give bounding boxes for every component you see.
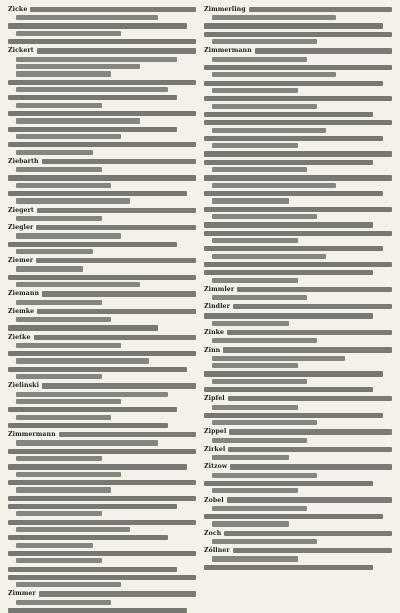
directory-entry [8,382,196,404]
directory-entry [8,80,196,93]
entry-text-line [204,160,373,165]
directory-entry [204,347,392,369]
entry-first-line [204,547,392,554]
directory-entry [204,222,392,227]
entry-text-line [16,118,140,123]
directory-entry [8,407,196,420]
directory-entry [8,367,196,380]
entry-text-line [8,520,196,525]
entry-text-line [8,464,187,469]
entry-text-line [16,134,121,139]
entry-text-line [16,456,102,461]
entry-text-line [212,488,298,493]
entry-text-line [230,464,392,469]
entry-surname: Zöllner [204,547,230,555]
entry-text-line [16,399,121,404]
entry-text-line [8,496,196,501]
entry-text-line [212,455,289,460]
entry-text-line [204,120,392,125]
entry-text-line [212,238,298,243]
entry-text-line [36,258,196,263]
entry-text-line [233,548,392,553]
entry-text-line [212,405,298,410]
entry-first-line [8,47,196,54]
entry-text-line [16,440,158,445]
entry-text-line [212,539,317,544]
entry-surname: Zindler [204,303,230,311]
entry-text-line [212,420,317,425]
entry-text-line [212,39,317,44]
directory-entry [8,608,196,613]
entry-first-line [204,286,392,293]
entry-text-line [16,392,168,397]
entry-text-line [228,447,392,452]
entry-text-line [8,351,196,356]
directory-entry [204,32,392,45]
entry-first-line [8,290,196,297]
entry-text-line [204,481,373,486]
entry-first-line [8,158,196,165]
directory-entry [204,387,392,392]
directory-entry [204,96,392,109]
entry-text-line [16,216,102,221]
directory-entry [8,275,196,288]
directory-entry [204,446,392,460]
directory-entry [8,23,196,36]
entry-first-line [8,224,196,231]
directory-entry [204,313,392,326]
entry-surname: Zimmerling [204,6,246,13]
directory-entry [204,463,392,477]
entry-text-line [8,608,187,613]
entry-text-line [204,191,383,196]
directory-entry [204,246,392,259]
entry-surname: Ziemke [8,307,35,315]
entry-text-line [8,575,196,580]
entry-text-line [212,521,289,526]
directory-entry [8,290,196,304]
entry-text-line [204,175,392,180]
directory-entry [8,575,196,588]
directory-entry [204,207,392,220]
entry-text-line [16,317,111,322]
entry-text-line [8,449,196,454]
directory-entry [8,142,196,155]
entry-text-line [16,487,111,492]
entry-text-line [8,111,196,116]
entry-surname: Ziemann [8,290,40,298]
entry-text-line [212,295,307,300]
entry-text-line [212,321,289,326]
entry-text-line [249,7,392,12]
entry-first-line [204,395,392,402]
entry-text-line [42,383,196,388]
entry-surname: Zicke [8,6,28,13]
directory-entry [8,480,196,493]
directory-entry [8,158,196,172]
entry-text-line [36,225,196,230]
directory-entry [8,431,196,445]
entry-text-line [204,371,383,376]
entry-text-line [212,104,317,109]
entry-text-line [42,291,196,296]
entry-text-line [204,246,383,251]
entry-text-line [212,72,336,77]
entry-text-line [212,438,307,443]
entry-first-line [204,428,392,435]
entry-surname: Zinn [204,346,221,354]
entry-first-line [8,382,196,389]
directory-entry [204,481,392,494]
entry-text-line [212,167,307,172]
entry-text-line [16,543,93,548]
entry-text-line [212,57,307,62]
entry-text-line [39,591,196,596]
entry-text-line [37,48,196,53]
directory-entry [8,207,196,221]
directory-entry [8,504,196,517]
entry-text-line [16,198,130,203]
entry-text-line [204,81,383,86]
entry-text-line [8,423,168,428]
entry-text-line [204,32,392,37]
entry-text-line [8,175,196,180]
entry-surname: Zimmer [8,590,36,598]
entry-surname: Zimmler [204,285,235,293]
entry-text-line [212,278,298,283]
directory-entry [8,334,196,348]
directory-entry [8,175,196,188]
entry-text-line [212,128,326,133]
entry-first-line [8,334,196,341]
entry-text-line [212,15,336,20]
directory-entry [8,127,196,140]
directory-entry [204,6,392,20]
entry-text-line [16,183,111,188]
entry-text-line [233,304,392,309]
entry-text-line [8,127,177,132]
directory-entry [204,270,392,283]
directory-entry [204,303,392,310]
directory-entry [8,308,196,322]
entry-text-line [8,504,177,509]
entry-surname: Ziemer [8,257,34,265]
entry-text-line [204,413,383,418]
directory-entry [204,136,392,149]
entry-surname: Zirkel [204,445,226,453]
directory-entry [204,151,392,156]
entry-text-line [8,23,187,28]
entry-text-line [37,208,196,213]
entry-surname: Zimmermann [204,47,252,55]
directory-entry [8,6,196,20]
entry-surname: Zobel [204,496,224,504]
entry-text-line [16,300,102,305]
directory-entry [8,496,196,501]
entry-surname: Zickert [8,47,34,55]
entry-first-line [8,6,196,13]
entry-text-line [204,313,373,318]
entry-text-line [16,103,102,108]
entry-text-line [30,7,196,12]
entry-text-line [212,198,289,203]
entry-text-line [204,262,392,267]
directory-entry [204,47,392,61]
entry-text-line [204,96,392,101]
entry-first-line [204,47,392,54]
directory-entry [8,224,196,238]
directory-entry [8,551,196,564]
entry-text-line [228,396,392,401]
entry-first-line [8,431,196,438]
directory-entry [8,95,196,108]
entry-text-line [59,432,196,437]
directory-entry [204,23,392,28]
entry-text-line [8,551,196,556]
directory-entry [204,65,392,78]
directory-entry [204,395,392,409]
entry-text-line [16,582,121,587]
entry-text-line [204,387,373,392]
directory-entry [204,231,392,244]
entry-text-line [8,325,158,330]
entry-surname: Zitzow [204,463,228,471]
entry-text-line [204,231,392,236]
directory-entry [8,423,196,428]
entry-text-line [8,39,196,44]
directory-entry [8,39,196,44]
entry-text-line [16,15,158,20]
directory-entry [204,191,392,204]
entry-surname: Ziegler [8,224,34,232]
entry-text-line [16,266,83,271]
entry-text-line [8,367,187,372]
entry-text-line [204,136,383,141]
entry-text-line [204,565,373,570]
entry-first-line [204,446,392,453]
entry-surname: Zimmermann [8,431,56,439]
entry-first-line [8,308,196,315]
entry-first-line [8,257,196,264]
directory-entry [204,547,392,561]
entry-text-line [204,65,392,70]
entry-first-line [204,347,392,354]
entry-text-line [16,249,93,254]
entry-first-line [204,530,392,537]
entry-text-line [212,506,307,511]
entry-text-line [212,379,307,384]
entry-text-line [212,183,336,188]
directory-entry [204,175,392,188]
directory-entry [204,565,392,570]
entry-text-line [8,567,177,572]
entry-first-line [8,590,196,597]
directory-entry [8,47,196,76]
entry-text-line [255,48,392,53]
entry-surname: Zielinski [8,382,40,390]
entry-first-line [204,303,392,310]
entry-first-line [204,463,392,470]
entry-text-line [16,415,111,420]
entry-text-line [204,222,373,227]
entry-surname: Zipfel [204,395,225,403]
directory-entry [204,81,392,94]
entry-text-line [16,374,102,379]
entry-text-line [212,88,298,93]
entry-text-line [34,335,197,340]
entry-surname: Zinke [204,329,225,337]
entry-text-line [16,282,140,287]
entry-text-line [16,87,168,92]
entry-text-line [16,527,130,532]
directory-entry [8,257,196,271]
directory-entry [8,111,196,124]
entry-text-line [16,233,121,238]
directory-entry [204,160,392,173]
entry-first-line [204,6,392,13]
entry-text-line [8,80,196,85]
entry-text-line [16,558,102,563]
entry-text-line [16,167,102,172]
directory-entry [204,428,392,442]
entry-text-line [212,214,317,219]
directory-entry [204,329,392,343]
directory-entry [204,371,392,384]
entry-text-line [204,270,373,275]
directory-entry [8,567,196,572]
directory-entry [204,497,392,511]
entry-text-line [227,330,392,335]
entry-text-line [204,23,383,28]
entry-text-line [16,511,102,516]
entry-text-line [16,343,121,348]
entry-first-line [204,497,392,504]
entry-text-line [16,600,111,605]
entry-text-line [16,64,140,69]
entry-text-line [42,159,196,164]
entry-first-line [8,207,196,214]
entry-text-line [16,71,111,76]
directory-entry [204,112,392,117]
entry-text-line [237,287,392,292]
directory-entry [8,590,196,604]
directory-entry [204,262,392,267]
entry-surname: Zietke [8,333,31,341]
entry-text-line [37,309,196,314]
entry-text-line [212,338,317,343]
entry-text-line [204,207,392,212]
directory-entry [204,413,392,426]
entry-text-line [8,480,196,485]
entry-text-line [212,473,317,478]
directory-entry [8,242,196,255]
entry-text-line [8,407,177,412]
entry-text-line [204,112,373,117]
entry-text-line [212,254,326,259]
entry-text-line [229,429,392,434]
entry-text-line [212,363,298,368]
entry-text-line [16,57,177,62]
entry-text-line [204,151,392,156]
entry-text-line [212,556,298,561]
entry-text-line [8,142,196,147]
entry-text-line [227,497,392,502]
directory-entry [8,535,196,548]
entry-text-line [224,531,392,536]
right-column [204,6,392,555]
directory-entry [8,520,196,533]
left-column [8,6,196,598]
directory-entry [8,351,196,364]
entry-text-line [16,472,121,477]
entry-text-line [16,31,121,36]
directory-entry [204,286,392,300]
entry-surname: Zoch [204,529,222,537]
entry-first-line [204,329,392,336]
entry-surname: Ziebarth [8,157,39,165]
entry-surname: Zippel [204,428,227,436]
entry-text-line [204,514,383,519]
directory-entry [8,325,196,330]
directory-entry [8,449,196,462]
entry-text-line [16,150,93,155]
entry-text-line [8,275,196,280]
entry-surname: Ziegert [8,206,34,214]
entry-text-line [223,347,392,352]
entry-text-line [16,358,149,363]
directory-entry [204,530,392,544]
entry-text-line [8,95,177,100]
entry-text-line [212,143,298,148]
directory-entry [8,191,196,204]
entry-text-line [212,356,345,361]
entry-text-line [8,535,168,540]
directory-entry [204,514,392,527]
entry-text-line [8,191,187,196]
directory-entry [204,120,392,133]
directory-entry [8,464,196,477]
entry-text-line [8,242,177,247]
